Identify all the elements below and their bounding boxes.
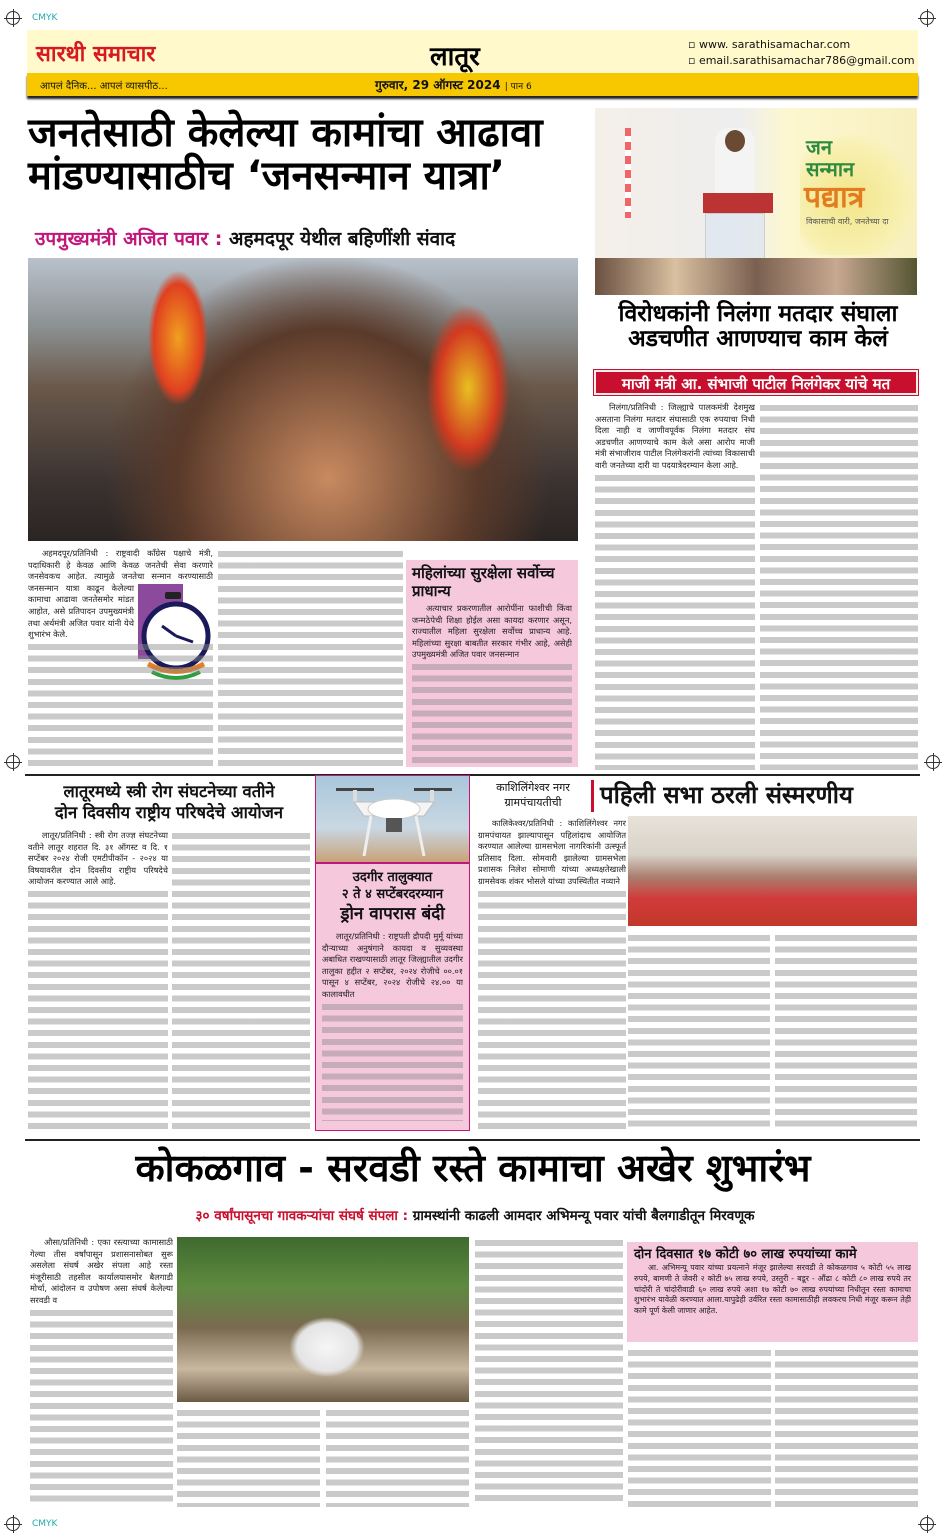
text-continuation: [28, 644, 213, 766]
road-body-col3: [326, 1407, 469, 1507]
road-headline: कोकळगाव - सरवडी रस्ते कामाचा अखेर शुभारंभ: [135, 1146, 811, 1190]
drone-icon: [316, 776, 470, 863]
gramsabha-headline: पहिली सभा ठरली संस्मरणीय: [600, 781, 853, 809]
lead-headline-line2: मांडण्यासाठीच ‘जनसन्मान यात्रा’: [28, 153, 506, 200]
text-continuation: [475, 1240, 623, 1507]
lead-article-body: [28, 548, 213, 766]
text-continuation: [628, 1350, 771, 1507]
audience: [595, 258, 917, 295]
text-continuation: [775, 935, 917, 1130]
gramsabha-kicker-2: ग्रामपंचायतीची: [504, 796, 562, 809]
lead-headline-line1: जनतेसाठी केलेल्या कामांचा आढावा: [28, 110, 543, 156]
gramsabha-kicker: [478, 780, 588, 810]
drone-headline-line1: उदगीर तालुक्यात: [352, 870, 433, 885]
road-subheadline: [30, 1206, 920, 1224]
decoration: [625, 128, 631, 218]
crore-works-box: [627, 1242, 918, 1342]
registration-mark-icon: [6, 1517, 20, 1531]
section-divider: [25, 774, 920, 776]
conference-headline: [28, 781, 310, 823]
page-number: | पान 6: [504, 82, 532, 92]
lead-headline: [28, 112, 583, 198]
nilanga-headline: [597, 302, 919, 352]
text-continuation: [218, 551, 403, 768]
text-continuation: [326, 1410, 469, 1507]
gramsabha-body-col1: [478, 818, 626, 1130]
text-continuation: [322, 1004, 463, 1121]
text-continuation: [172, 833, 310, 1130]
poster: [800, 130, 917, 255]
drone-body-text: लातूर/प्रतिनिधी : राष्ट्रपती द्रौपदी मुर्मू यांच्या दौऱ्याच्या अनुषंगाने कायदा व सुव्यवस्था अबाधित राखण्यासाठी लातूर जिल्ह्यातील उदगीर तालुका हद्दीत २ सप्टेंबर, २०२४ रोजीचे ००.०१ पासून ४ सप्टेंबर, २०२४ रोजीचे २४.०० या कालावधीत: [322, 931, 463, 999]
conference-headline-line2: दोन दिवसीय राष्ट्रीय परिषदेचे आयोजन: [54, 803, 284, 822]
lead-body-text: अहमदपूर/प्रतिनिधी : राष्ट्रवादी कॉंग्रेस पक्षाचे मंत्री, पदाधिकारी हे केवळ आणि केवळ जनतेची सेवा करणारे जनसेवकच आहेत. त्यामुळे जनतेचा सन्मान करण्यासाठी जनसन्मान यात्रा काढून केलेल्या कामाचा आढावा जनतेसमोर मांडत आहोत, असे प्रतिपादन उपमुख्यमंत्री तथा अर्थमंत्री अजित पवार यांनी येथे शुभारंभ केले.: [28, 548, 213, 640]
text-continuation: [177, 1410, 320, 1507]
podium: [703, 193, 773, 213]
nilanga-body-col2: [760, 402, 918, 770]
drone-headline-line2: २ ते ४ सप्टेंबरदरम्यान: [341, 887, 444, 902]
conference-headline-line1: लातूरमध्ये स्त्री रोग संघटनेच्या वतीने: [63, 782, 275, 801]
road-body-col4: [475, 1237, 623, 1507]
cmyk-mark: CMYK: [32, 13, 58, 23]
nilanga-body-col1: [595, 402, 755, 770]
crore-works-text: आ. अभिमन्यू पवार यांच्या प्रयत्नाने मंजूर झालेल्या सरवडी ते कोकळगाव ५ कोटी ५५ लाख रुपये, बामणी ते जेवरी २ कोटी ७५ लाख रुपये, उस्तुरी - बडूर - औंढा ८ कोटी ८० लाख रुपये तर चांदोरी ते चांदोरीवाडी ६० लाख रुपये अशा १७ कोटी ७० लाख रुपयांच्या निधीतून रस्ता कामाचा शुभारंभ यावेळी करण्यात आला.यापुढेही उर्वरित रस्ता कामासाठीही लवकरच निधी मंजूर करून तेही कामे पूर्ण केली जाणार आहेत.: [634, 1263, 911, 1316]
lead-article-column2: [218, 548, 403, 768]
conference-body-text: लातूर/प्रतिनिधी : स्त्री रोग तज्ज्ञ संघटनेच्या वतीने लातूर शहरात दि. ३१ ऑगस्ट व दि. १ सप्टेंबर २०२४ रोजी एमटीपीकॉन - २०२४ या विषयावरील दोन दिवसीय राष्ट्रीय परिषदेचे आयोजन करण्यात आले आहे.: [28, 830, 168, 887]
lead-sub-text: अहमदपूर येथील बहिणींशी संवाद: [228, 228, 456, 250]
poster-text-2: सन्मान: [806, 157, 855, 181]
lead-sub-speaker: उपमुख्यमंत्री अजित पवार :: [35, 228, 223, 250]
section-divider: [25, 1139, 920, 1141]
gramsabha-body-col3: [775, 932, 917, 1130]
drone-photo: [315, 775, 470, 863]
text-continuation: [775, 1350, 918, 1507]
lead-photo-rally: [28, 258, 578, 541]
text-continuation: [28, 891, 168, 1130]
poster-caption: विकासाची वारी, जनतेच्या दा: [806, 217, 889, 226]
drone-headline-line3: ड्रोन वापरास बंदी: [340, 904, 445, 924]
newspaper-brand: सारथी समाचार: [36, 42, 156, 67]
drone-ban-box: [315, 863, 470, 1131]
cmyk-mark: CMYK: [32, 1519, 58, 1529]
registration-mark-icon: [6, 755, 20, 769]
road-sub-colored: ३० वर्षांपासूनचा गावकऱ्यांचा संघर्ष संपला :: [195, 1208, 409, 1224]
nilanga-subheadline: माजी मंत्री आ. संभाजी पाटील निलंगेकर यांचे मत: [594, 370, 918, 395]
nilanga-photo-speech: [595, 108, 917, 295]
registration-mark-icon: [920, 1517, 934, 1531]
kicker-divider: [591, 780, 594, 812]
drone-headline: [322, 869, 463, 925]
conference-body-col1: [28, 830, 168, 1130]
speaker-head: [725, 130, 745, 152]
website-link[interactable]: www. sarathisamachar.com: [698, 38, 851, 51]
text-continuation: [30, 1310, 173, 1507]
gramsabha-kicker-1: काशिलिंगेश्वर नगर: [496, 781, 570, 794]
road-sub-text: ग्रामस्थांनी काढली आमदार अभिमन्यू पवार यांची बैलगाडीतून मिरवणूक: [412, 1208, 755, 1224]
nilanga-headline-line1: विरोधकांनी निलंगा मतदार संघाला: [618, 301, 898, 327]
text-continuation: [478, 891, 626, 1130]
road-body-col1: [30, 1237, 173, 1507]
road-body-col2: [177, 1407, 320, 1507]
women-safety-headline: महिलांच्या सुरक्षेला सर्वोच्च प्राधान्य: [412, 564, 555, 600]
text-continuation: [412, 664, 572, 763]
contact-info: ▫ www. sarathisamachar.com ▫ email.sarathisamachar786@gmail.com: [688, 38, 915, 67]
edition-name: लातूर: [430, 42, 480, 72]
road-body-col6: [775, 1347, 918, 1507]
crore-works-headline: दोन दिवसात १७ कोटी ७० लाख रुपयांच्या कामे: [634, 1247, 857, 1262]
poster-text-3: पद्यात्र: [804, 180, 865, 215]
date-text: गुरुवार, 29 ऑगस्ट 2024: [375, 78, 501, 92]
road-body-text: औसा/प्रतिनिधी : एका रस्त्याच्या कामासाठी गेल्या तीस वर्षांपासून प्रशासनासोबत सुरू असलेला संघर्ष अखेर संपला आहे रस्ता मंजूरीसाठी तहसील कार्यालयासमोर बैलगाडी मोर्चा, आंदोलन व उपोषण असा संघर्ष केलेल्या सरवडी व: [30, 1237, 173, 1305]
tagline: आपलं दैनिक... आपलं व्यासपीठ...: [40, 81, 168, 92]
text-continuation: [595, 475, 755, 770]
registration-mark-icon: [920, 11, 934, 25]
registration-mark-icon: [926, 755, 940, 769]
road-photo-bullock-cart: [177, 1237, 469, 1402]
gramsabha-body-text: कालिकेश्वर/प्रतिनिधी : काशिलिंगेश्वर नगर ग्रामपंचायत झाल्यापासून पहिलांदाच आयोजित करण्यात आलेल्या ग्रामसभेला नागरिकांनी उत्स्फूर्त प्रतिसाद दिला. सोमवारी झालेल्या ग्रामसभेला प्रशासक निलेश सोमाणी यांच्या अध्यक्षतेखाली ग्रामसेवक शंकर भोसले यांच्या उपस्थितीत नव्याने: [478, 818, 626, 886]
issue-date: [375, 76, 532, 93]
gramsabha-body-col2: [628, 932, 770, 1130]
nilanga-headline-line2: अडचणीत आणण्याच काम केलं: [628, 325, 888, 352]
text-continuation: [760, 405, 918, 770]
email-link[interactable]: email.sarathisamachar786@gmail.com: [698, 54, 915, 67]
women-safety-box: [406, 560, 578, 767]
registration-mark-icon: [6, 11, 20, 25]
nilanga-body-text: निलंगा/प्रतिनिधी : जिल्ह्याचे पालकमंत्री देशमुख असताना निलंगा मतदार संघासाठी एक रुपयाचा निधी दिला नाही व जाणीवपूर्वक निलंगा मतदार संघ अडचणीत आणण्याचे काम केले असा आरोप माजी मंत्री संभाजीराव पाटील निलंगेकरांनी त्यांच्या विकासाची वारी जनतेच्या दारी या पदयात्रेदरम्यान केला आहे.: [595, 402, 755, 470]
women-safety-text: अत्याचार प्रकरणातील आरोपींना फाशीची किंवा जन्मठेपेची शिक्षा होईल असा कायदा करणार असून, राज्यातील महिला सुरक्षेला सर्वोच्च प्राधान्य आहे. महिलांच्या सुरक्षा बाबतीत सरकार गंभीर आहे, असेही उपमुख्यमंत्री अजित पवार जनसन्मान: [412, 603, 572, 660]
text-continuation: [628, 935, 770, 1130]
conference-body-col2: [172, 830, 310, 1130]
lead-subheadline: [35, 225, 455, 251]
poster-text-1: जन: [806, 135, 832, 159]
road-body-col5: [628, 1347, 771, 1507]
gramsabha-photo: [628, 816, 917, 926]
